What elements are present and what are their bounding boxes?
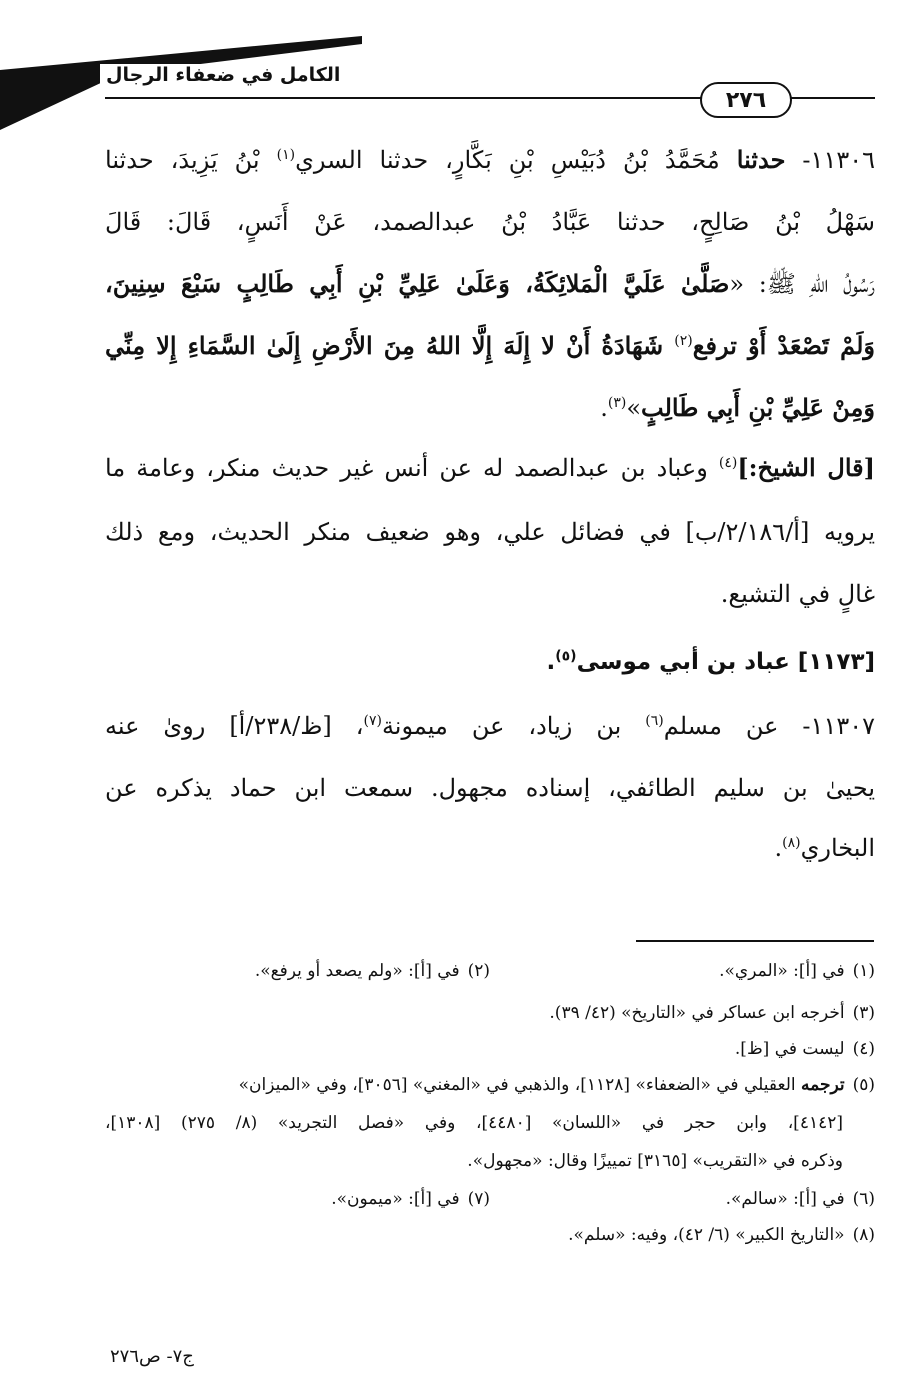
entry-11306-line-3: رَسُولُ اللهِ ﷺ: «صَلَّىٰ عَلَيَّ الْمَلائِكَةُ، وَعَلَىٰ عَلِيِّ بْنِ أَبِي طَالِبٍ سَبْعَ سِنِينَ، <box>105 269 875 298</box>
entry-11307-line-3: البخاري$^{(٨)}$. <box>774 834 875 862</box>
footnotes-row-6-7 <box>105 1184 875 1214</box>
entry-11306-line-1: ١١٣٠٦- حدثنا مُحَمَّدُ بْنُ دُبَيْسِ بْنِ بَكَّارٍ، حدثنا السري$^{(١)}$ بْنُ يَزِيدَ، حدثنا <box>105 145 875 174</box>
footnote-5: (٥)ترجمه العقيلي في «الضعفاء» [١١٢٨]، والذهبي في «المغني» [٣٠٥٦]، وفي «الميزان» <box>238 1075 875 1095</box>
entry-11306-line-2: سَهْلُ بْنُ صَالِحٍ، حدثنا عَبَّادُ بْنُ عبدالصمد، عَنْ أَنَسٍ، قَالَ: قَالَ <box>105 208 875 236</box>
page-number-badge: ٢٧٦ <box>700 82 792 118</box>
footnote-ref-6: (٦) <box>645 713 664 729</box>
footnotes-row-1-2 <box>105 956 875 986</box>
entry-11306-line-5: وَمِنْ عَلِيِّ بْنِ أَبِي طَالِبٍ»$^{(٣)}$. <box>600 393 875 422</box>
shaykh-line-3: غالٍ في التشيع. <box>720 580 875 608</box>
footnote-ref-1: (١) <box>276 147 296 163</box>
footnote-ref-3: (٣) <box>607 395 627 411</box>
footnote-2: (٢)في [أ]: «ولم يصعد أو يرفع». <box>254 961 490 981</box>
footnote-ref-7: (٧) <box>363 713 382 729</box>
biography-heading: [١١٧٣] عباد بن أبي موسى$^{(٥)}$. <box>546 648 875 675</box>
footnote-ref-5: (٥) <box>555 648 577 665</box>
entry-11307-line-1: ١١٣٠٧- عن مسلم$^{(٦)}$ بن زياد، عن ميمونة$^{(٧)}$، [ظ/٢٣٨/أ] روىٰ عنه <box>105 712 875 740</box>
footnote-separator <box>636 940 874 942</box>
footnote-5-line-3: وذكره في «التقريب» [٣١٦٥] تمييزًا وقال: «مجهول». <box>467 1151 843 1171</box>
haddathana-bold: حدثنا <box>736 145 786 174</box>
entry-11306-line-4: وَلَمْ تَصْعَدْ أَوْ ترفع$^{(٢)}$ شَهَادَةُ أَنْ لا إِلَهَ إِلَّا اللهُ مِنَ الأَرْضِ إِلَىٰ السَّمَاءِ إِلا مِنِّي <box>105 331 875 360</box>
footnote-5-line-2: [٤١٤٢]، وابن حجر في «اللسان» [٤٤٨٠]، وفي «فصل التجريد» (٨/ ٢٧٥) [١٣٠٨]، <box>105 1113 843 1133</box>
footnote-8: (٨)«التاريخ الكبير» (٦/ ٤٢)، وفيه: «سلم». <box>568 1225 875 1245</box>
footnote-ref-2: (٢) <box>674 333 693 349</box>
footnote-4: (٤)ليست في [ظ]. <box>734 1039 875 1059</box>
entry-11307-line-2: يحيىٰ بن سليم الطائفي، إسناده مجهول. سمعت ابن حماد يذكره عن <box>105 774 875 802</box>
shaykh-line-1: [قال الشيخ:]$^{(٤)}$ وعباد بن عبدالصمد له عن أنس غير حديث منكر، وعامة ما <box>105 453 875 482</box>
running-title: الكامل في ضعفاء الرجال <box>100 64 346 86</box>
footnote-6: (٦)في [أ]: «سالم». <box>725 1189 875 1209</box>
footnote-3: (٣)أخرجه ابن عساكر في «التاريخ» (٤٢/ ٣٩). <box>549 1003 875 1023</box>
footnote-ref-4: (٤) <box>718 455 738 471</box>
entry-number: ١١٣٠٦- <box>785 146 875 174</box>
footnote-ref-8: (٨) <box>782 835 801 851</box>
hadith-text-bold: صَلَّىٰ عَلَيَّ الْمَلائِكَةُ، وَعَلَىٰ عَلِيِّ بْنِ أَبِي طَالِبٍ سَبْعَ سِنِينَ، <box>105 269 730 298</box>
shaykh-label: [قال الشيخ:] <box>737 453 875 482</box>
footnote-7: (٧)في [أ]: «ميمون». <box>331 1189 490 1209</box>
shaykh-line-2: يرويه [أ/٢/١٨٦/ب] في فضائل علي، وهو ضعيف منكر الحديث، ومع ذلك <box>105 518 876 546</box>
footnote-1: (١)في [أ]: «المري». <box>719 961 875 981</box>
volume-page-reference: ج٧- ص٢٧٦ <box>110 1346 194 1367</box>
